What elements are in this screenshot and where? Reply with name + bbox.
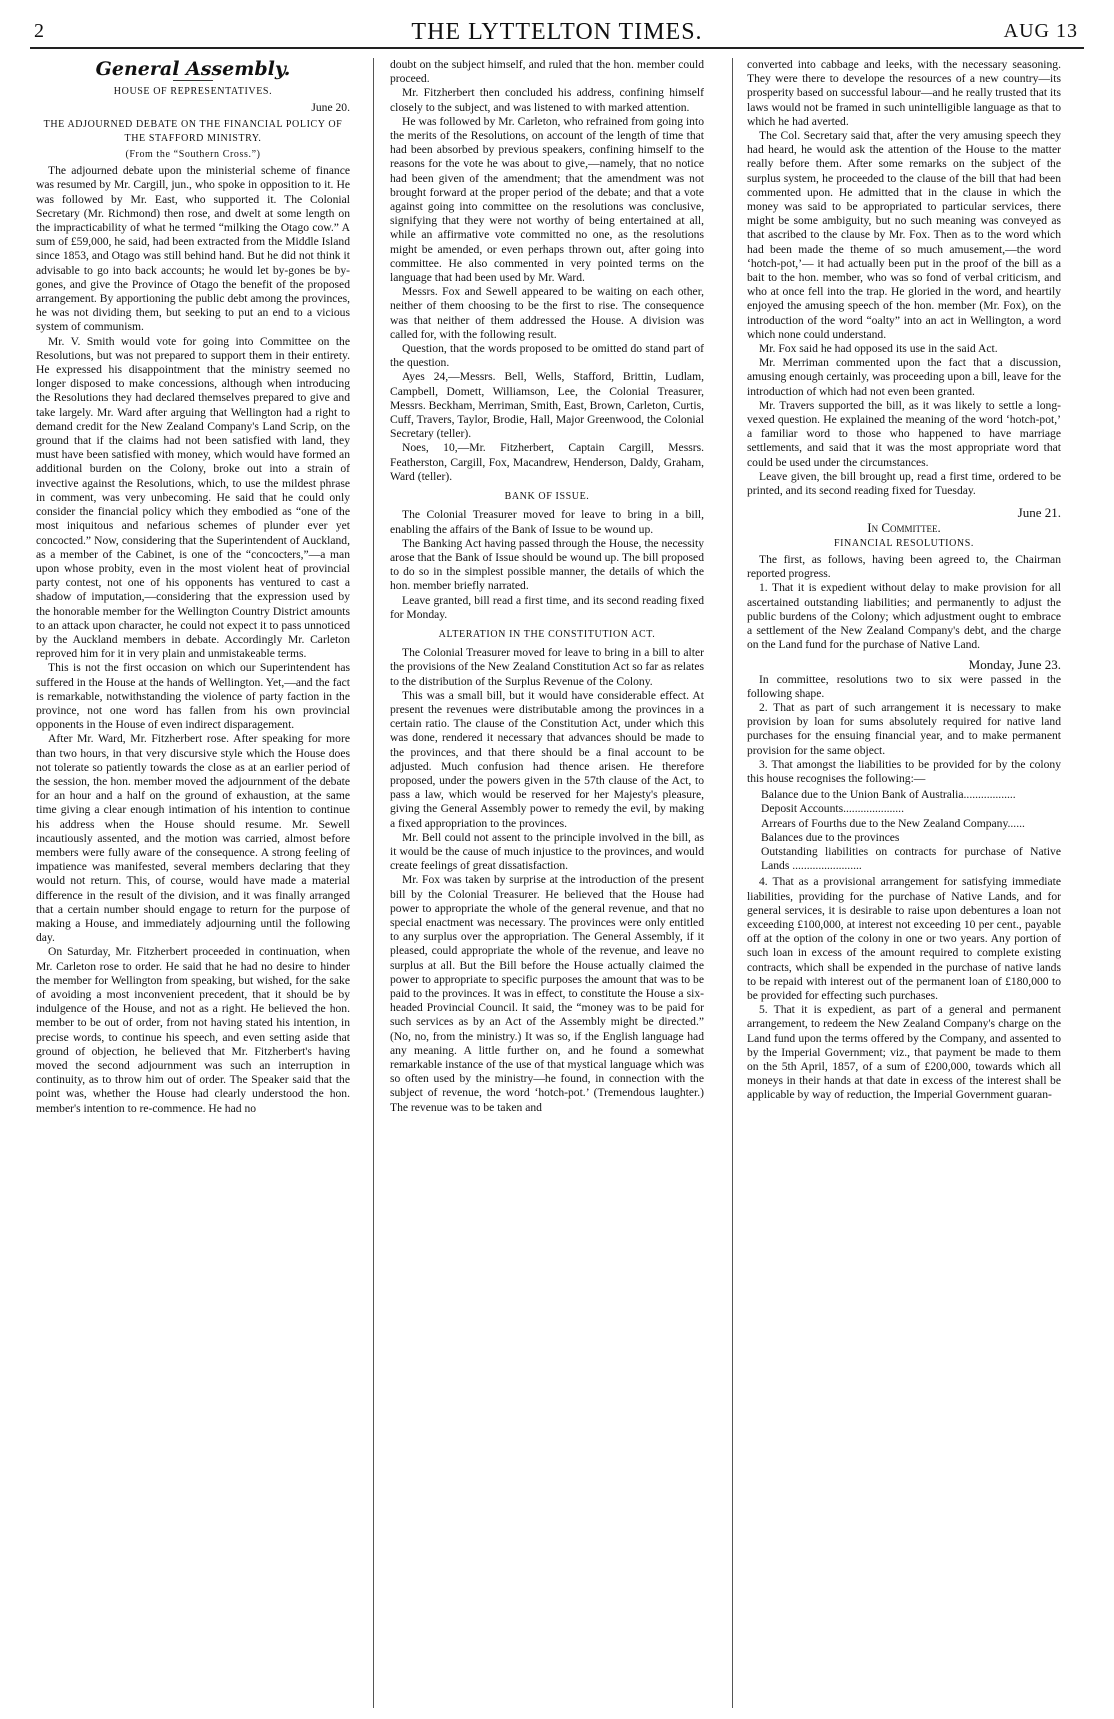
list-item-label: Balances due to the provinces	[761, 830, 900, 844]
liabilities-list	[747, 788, 1061, 873]
list-item-label: Balance due to the Union Bank of Australia..................	[761, 788, 1016, 802]
masthead	[0, 0, 1114, 44]
paragraph: After Mr. Ward, Mr. Fitzherbert rose. After speaking for more than two hours, in that very discursive style which the House does not tolerate so patiently towards the close as at an earlier period of the session, the hon. member moved the adjournment of the debate for an hour and a half on the ground of exhaustion, at the same time giving a clear enough intimation of his intention to continue his address when the House should resume. Mr. Sewell incautiously assented, and the motion was carried, almost before members were fully aware of the consequence. A strong feeling of impatience was manifested, several members declaring that they would not return. This, of course, would have made a material difference in the result of the division, and it was finally arranged that a certain number should engage to return for the purpose of making a House, and immediately adjourning until the following day.	[36, 732, 350, 945]
section-subheading: FINANCIAL RESOLUTIONS.	[833, 537, 975, 549]
paragraph: 1. That it is expedient without delay to make provision for all ascertained outstanding liabilities; and permanently to adjust the public burdens of the Colony; which adjustment ought to embrace a settlement of the New Zealand Company's debt, and the charge on the Land fund for the purchase of Native Land.	[747, 581, 1061, 652]
list-item	[747, 802, 1061, 816]
source-credit: (From the “Southern Cross.”)	[125, 149, 261, 161]
list-item	[747, 845, 1061, 873]
column-3	[747, 58, 1061, 1708]
paragraph: 5. That it is expedient, as part of a general and permanent arrangement, to redeem the New Zealand Company's charge on the Land fund upon the terms offered by the Company, and assented to by the Imperial Government; viz., that payment be made to them on the 5th April, 1857, of a sum of £200,000, towards which all moneys in their hands at that date in excess of the interest shall be applicable by way of reduction, the Imperial Government guaran-	[747, 1003, 1061, 1102]
paragraph: Leave given, the bill brought up, read a first time, ordered to be printed, and its second reading fixed for Tuesday.	[747, 469, 1061, 498]
paragraph: doubt on the subject himself, and ruled that the hon. member could proceed.	[390, 58, 704, 86]
list-item	[747, 817, 1061, 831]
paragraph: Question, that the words proposed to be omitted do stand part of the question.	[390, 342, 704, 370]
paragraph: Messrs. Fox and Sewell appeared to be waiting on each other, neither of them choosing to be the first to rise. The consequence was that neither of them addressed the House. A division was called for, with the following result.	[390, 285, 704, 341]
paragraph: Mr. Fox was taken by surprise at the introduction of the present bill by the Colonial Treasurer. He believed that the House had power to appropriate the whole of the general revenue, and that no special enactment was necessary. The provinces were only entitled to any surplus over the appropriation. The General Assembly, if it pleased, could appropriate the whole of the revenue, and leave no surplus at all. But the Bill before the House actually claimed the power to appropriate to specific purposes the amount that was to be paid to the provinces. It was in effect, to constitute the House a six-headed Provincial Council. It said, the “money was to be paid for such services as by an Act of the Assembly might be directed.” (No, no, from the ministry.) It was so, if the English language had any meaning. A little further on, and he found a somewhat remarkable instance of the use of that mystical language which was so often used by the ministry—he found, in connection with the subject of revenue, the word ‘hotch-pot.’ (Tremendous laughter.) The revenue was to be taken and	[390, 873, 704, 1114]
paragraph: The adjourned debate upon the ministerial scheme of finance was resumed by Mr. Cargill, jun., who spoke in opposition to it. He was followed by Mr. East, who supported it. The Colonial Secretary (Mr. Richmond) then rose, and dwelt at some length on the impracticability of what he termed “milking the Otago cow.” A sum of £59,000, he said, had been extracted from the Middle Island since 1853, and Otago was still behind hand. But he did not think it advisable to go into back accounts; he would let by-gones be by-gones, and give the Province of Otago the benefit of the proposed arrangement. By apportioning the public debt among the provinces, he was not dividing them, but seeking to put an end to a vicious system of communism.	[36, 164, 350, 334]
list-item-label: Outstanding liabilities on contracts for purchase of Native Lands ........................	[761, 844, 1061, 873]
section-subheading: BANK OF ISSUE.	[504, 491, 590, 503]
paragraph: The Col. Secretary said that, after the very amusing speech they had heard, he would ask the attention of the House to the matter really before them. After some remarks on the subject of the surplus system, he proceeded to the clause of the bill that had been commented upon. He admitted that in the clause in which the money was said to be appropriated to particular services, there might be some ambiguity, but no such meaning was conveyed as that ascribed to the clause by Mr. Fox. Then as to the word which had been made the theme of so much amusement,—the word ‘hotch-pot,’— it had actually been put in the proof of the bill as a bait to the hon. member, who was so fond of verbal criticism, and who at once fell into the trap. He gloried in the word, and heartily enjoyed the amusing speech of the hon. member (Mr. Fox), on the introduction of the word “oalty” into an act in Wellington, a word which none could understand.	[747, 129, 1061, 341]
paragraph: In committee, resolutions two to six were passed in the following shape.	[747, 672, 1061, 700]
dateline: June 20.	[311, 101, 350, 115]
dateline: June 21.	[1017, 505, 1061, 521]
page-number: 2	[34, 20, 44, 42]
section-subheading: ALTERATION IN THE CONSTITUTION ACT.	[438, 628, 656, 640]
section-subheading: In Committee.	[867, 519, 941, 535]
paragraph: 4. That as a provisional arrangement for satisfying immediate liabilities, providing for the purchase of Native Lands, and for general services, it is desirable to raise upon debentures a loan not exceeding £100,000, at interest not exceeding 10 per cent., payable off at the option of the colony in one or two years. Any portion of such loan in excess of the amount required to complete existing contracts, which shall be expended in the purchase of native lands to be repaid with interest out of the permanent loan of £180,000 to be provided for effecting such purchases.	[747, 875, 1061, 1002]
paragraph: The Banking Act having passed through the House, the necessity arose that the Bank of Issue should be wound up. The bill proposed to do so in the simplest possible manner, the details of which the hon. member briefly narrated.	[390, 536, 704, 593]
paragraph: The Colonial Treasurer moved for leave to bring in a bill, enabling the affairs of the Bank of Issue to be wound up.	[390, 508, 704, 536]
column-divider	[732, 58, 733, 1708]
article-subheading: THE ADJOURNED DEBATE ON THE FINANCIAL POLICY OF THE STAFFORD MINISTRY.	[43, 118, 343, 144]
paragraph: On Saturday, Mr. Fitzherbert proceeded in continuation, when Mr. Carleton rose to order. He said that he had no desire to hinder the member for Wellington from speaking, but wished, for the sake of avoiding a most inconvenient precedent, that it should be by indulgence of the House, and not as a right. He believed the hon. member to be out of order, from not having stated his intention, in precise words, to continue his speech, and even setting aside that ground of objection, he believed that Mr. Fitzherbert's having moved the second adjournment was such an interruption in continuity, as to throw him out of order. The Speaker said that the point was, whether the House had clearly understood the hon. member's intention to re-commence. He had no	[36, 945, 350, 1115]
list-item-label: Arrears of Fourths due to the New Zealand Company......	[761, 816, 1025, 830]
paragraph: Ayes 24,—Messrs. Bell, Wells, Stafford, Brittin, Ludlam, Campbell, Domett, Williamson, Lee, the Colonial Treasurer, Messrs. Beckham, Merriman, Smith, East, Brown, Carleton, Curtis, Cuff, Travers, Taylor, Brodie, Hall, Major Greenwood, the Colonial Secretary (teller).	[390, 370, 704, 441]
paragraph: 2. That as part of such arrangement it is necessary to make provision by loan for sums absolutely required for native land purchases for the ensuing financial year, and to make permanent provision for the same object.	[747, 700, 1061, 757]
list-item-label: Deposit Accounts.....................	[761, 802, 904, 816]
paragraph: This was a small bill, but it would have considerable effect. At present the revenues were distributable among the provinces in a certain ratio. The clause of the Constitution Act, under which this was done, rendered it necessary that advances should be made to the provinces, and that there should be a final account to be adjusted. Much confusion had thence arisen. He therefore proposed, under the powers given in the 57th clause of the Act, to pass a law, which would be reserved for her Majesty's pleasure, giving the General Assembly power to remedy the evil, by making a fixed appropriation to the provinces.	[390, 688, 704, 830]
column-divider	[373, 58, 374, 1708]
dateline: Monday, June 23.	[968, 657, 1061, 673]
paragraph: He was followed by Mr. Carleton, who refrained from going into the merits of the Resolutions, on account of the length of time that had been absorbed by previous speakers, confining himself to the reasons for the vote he was about to give,—namely, that no notice had been given of the amendment; that the amendment was not brought forward at the proper period of the debate; and that a vote against going into committee on the resolutions was conclusive, signifying that they were not worthy of being entertained at all, while an affirmative vote committed no one, as the resolutions might be amended, or even perhaps thrown out, after going into committee. He also commented in very pointed terms on the language that had been used by Mr. Ward.	[390, 114, 704, 285]
paragraph: The first, as follows, having been agreed to, the Chairman reported progress.	[747, 552, 1061, 581]
paragraph: Mr. Merriman commented upon the fact that a discussion, amusing enough certainly, was proceeding upon a bill, leave for the introduction of which had not even been granted.	[747, 356, 1061, 398]
masthead-rule	[30, 47, 1084, 49]
column-1	[36, 58, 350, 1708]
house-heading: HOUSE OF REPRESENTATIVES.	[113, 86, 273, 98]
paragraph: Mr. Bell could not assent to the principle involved in the bill, as it would be the cause of much injustice to the provinces, and would create feelings of great dissatisfaction.	[390, 830, 704, 873]
heading-rule	[173, 80, 213, 81]
list-item	[747, 788, 1061, 802]
paragraph: This is not the first occasion on which our Superintendent has suffered in the House at the hands of Wellington. Yet,—and the fact is remarkable, notwithstanding the violence of party faction in the province, not one word has fallen from his own provincial opponents in the House of even indirect disparagement.	[36, 661, 350, 732]
paragraph: Mr. Fox said he had opposed its use in the said Act.	[759, 342, 998, 356]
paragraph: converted into cabbage and leeks, with the necessary seasoning. They were there to develope the resources of a new country—its prosperity based on successful labour—and he really trusted that its laws would not be framed in such unintelligible language as that to which he had averted.	[747, 58, 1061, 128]
newspaper-title: THE LYTTELTON TIMES.	[411, 19, 703, 45]
paragraph: Mr. Travers supported the bill, as it was likely to settle a long-vexed question. He explained the meaning of the word ‘hotch-pot,’ a familiar word to those who happened to have marriage settlements, and said that it was the most appropriate word that could be used under the circumstances.	[747, 398, 1061, 469]
section-heading: General Assembly.	[95, 58, 291, 80]
list-item	[747, 831, 1061, 845]
paragraph: Mr. V. Smith would vote for going into Committee on the Resolutions, but was not prepared to support them in their entirety. He expressed his disappointment that the ministry seemed no longer disposed to make concessions, although when introducing the Resolutions they had declared themselves prepared to give and take largely. Mr. Ward after arguing that Wellington had a right to demand credit for the New Zealand Company's Land Scrip, on the ground that if the claims had not been satisfied with land, they must have been satisfied with money, which would have formed an additional burden on the Colony, broke out into a strain of invective against the Resolutions, which, to use the mildest phrase in comment, was very unbecoming. He said that he could only consider the financial policy which they embodied as “one of the most iniquitous and nefarious schemes of plunder ever yet concocted.” Now, considering that the Superintendent of Auckland, as a member of the Cabinet, is one of the “concocters,”—a man upon whose probity, even in the most violent heat of provincial party contest, not one of his opponents has ventured to cast a shadow of imputation,—considering that the expression used by the honorable member for the Wellington Country District amounts to an attack upon character, he could not expect it to pass unnoticed by the Auckland members in debate. Accordingly Mr. Carleton reproved him for it in very plain and unmistakeable terms.	[36, 334, 350, 661]
issue-date: AUG 13	[1003, 20, 1078, 42]
column-2	[390, 58, 704, 1708]
paragraph: Noes, 10,—Mr. Fitzherbert, Captain Cargill, Messrs. Featherston, Cargill, Fox, Macandrew, Henderson, Daldy, Graham, Ward (teller).	[390, 441, 704, 483]
paragraph: Mr. Fitzherbert then concluded his address, confining himself closely to the subject, and was listened to with marked attention.	[390, 86, 704, 114]
paragraph: Leave granted, bill read a first time, and its second reading fixed for Monday.	[390, 593, 704, 621]
paragraph: The Colonial Treasurer moved for leave to bring in a bill to alter the provisions of the New Zealand Constitution Act so far as relates to the distribution of the Surplus Revenue of the Colony.	[390, 646, 704, 688]
paragraph: 3. That amongst the liabilities to be provided for by the colony this house recognises the following:—	[747, 757, 1061, 785]
